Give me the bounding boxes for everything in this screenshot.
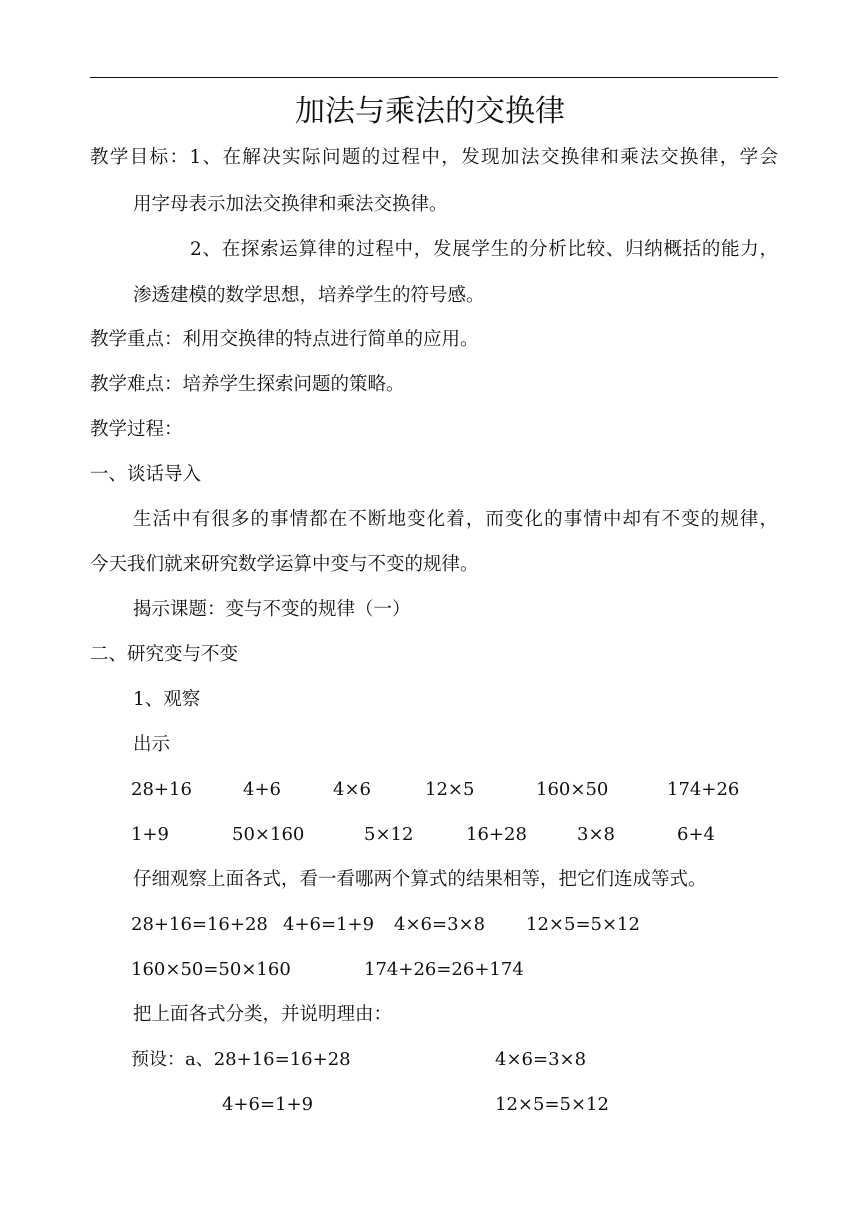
objective-item-2-line-1: 2、在探索运算律的过程中，发展学生的分析比较、归纳概括的能力，: [190, 239, 778, 260]
expression: 3×8: [577, 824, 615, 845]
objective-item-1-line-2: 用字母表示加法交换律和乘法交换律。: [133, 194, 448, 215]
expression: 160×50: [536, 779, 609, 800]
section-1-heading: 一、谈话导入: [90, 464, 202, 485]
show-label: 出示: [133, 734, 171, 755]
key-point: 教学重点：利用交换律的特点进行简单的应用。: [90, 329, 479, 350]
objective-line-1: [90, 146, 778, 170]
header-rule: [90, 77, 778, 78]
equation: 4+6=1+9: [283, 914, 375, 935]
topic-reveal: 揭示课题：变与不变的规律（一）: [133, 599, 411, 620]
page-title: 加法与乘法的交换律: [295, 94, 565, 129]
preset-line: [131, 1048, 351, 1072]
subsection-observe: 1、观察: [133, 689, 201, 710]
expression: 174+26: [667, 779, 740, 800]
expression: 16+28: [466, 824, 527, 845]
expression: 1+9: [131, 824, 169, 845]
equation: 4×6=3×8: [495, 1049, 587, 1070]
section-2-heading: 二、研究变与不变: [90, 644, 239, 665]
equation: 28+16=16+28: [213, 1049, 351, 1070]
equation: 12×5=5×12: [526, 914, 640, 935]
equation: 12×5=5×12: [495, 1094, 609, 1115]
equation: 4+6=1+9: [222, 1094, 314, 1115]
objective-label: 教学目标：: [90, 147, 190, 168]
process-heading: 教学过程：: [90, 419, 183, 440]
expression: 12×5: [425, 779, 475, 800]
expression: 4+6: [243, 779, 281, 800]
expression: 50×160: [232, 824, 305, 845]
expression: 6+4: [677, 824, 715, 845]
instruction: 仔细观察上面各式，看一看哪两个算式的结果相等，把它们连成等式。: [133, 869, 707, 890]
equation: 28+16=16+28: [131, 914, 268, 935]
section-1-para-line-1: 生活中有很多的事情都在不断地变化着，而变化的事情中却有不变的规律，: [133, 509, 778, 530]
expression: 4×6: [333, 779, 371, 800]
equation: 174+26=26+174: [364, 959, 524, 980]
expression: 28+16: [131, 779, 192, 800]
objective-item-1-line-1: 1、在解决实际问题的过程中，发现加法交换律和乘法交换律，学会: [189, 147, 778, 168]
section-1-para-line-2: 今天我们就来研究数学运算中变与不变的规律。: [90, 554, 479, 575]
preset-label: 预设：a、: [131, 1049, 214, 1070]
expression: 5×12: [364, 824, 414, 845]
classify-instruction: 把上面各式分类，并说明理由：: [133, 1004, 393, 1025]
objective-item-2-line-2: 渗透建模的数学思想，培养学生的符号感。: [133, 285, 485, 306]
difficulty: 教学难点：培养学生探索问题的策略。: [90, 374, 405, 395]
equation: 4×6=3×8: [394, 914, 486, 935]
equation: 160×50=50×160: [131, 959, 291, 980]
